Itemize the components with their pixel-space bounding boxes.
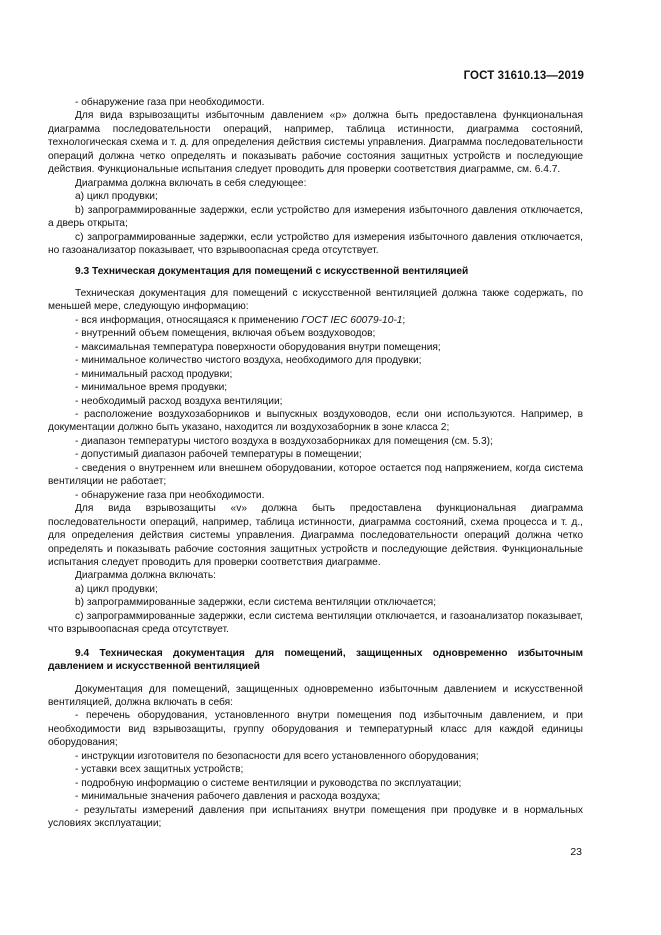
paragraph: Для вида взрывозащиты «v» должна быть предоставлена функциональная диаграмма последовательности операций, например, таблица истинности, диаграмма состояний, схема процесса и т. д., для определения действия системы управления. Диаграмма последовательности операций должна четко определять и показывать рабочие состояния защитных устройств и последующие действия. Функциональные испытания следует проводить для проверки соответствия диаграмме.: [48, 503, 583, 568]
list-item-text: ;: [402, 314, 406, 326]
list-item: - уставки всех защитных устройств;: [75, 764, 244, 776]
paragraph: Диаграмма должна включать в себя следующее:: [75, 177, 307, 189]
section-heading-9-4: 9.4 Техническая документация для помещений, защищенных одновременно избыточным давлением и искусственной вентиляцией: [48, 647, 583, 673]
list-item: - минимальные значения рабочего давления и расхода воздуха;: [75, 791, 381, 803]
list-item: c) запрограммированные задержки, если устройство для измерения избыточного давления отключается, но газоанализатор показывает, что взрывоопасная среда отсутствует.: [48, 231, 583, 256]
list-item: - расположение воздухозаборников и выпускных воздуховодов, если они используются. Например, в документации должно быть указано, находится ли воздухозаборник в зоне класса 2;: [48, 408, 583, 434]
list-item: - подробную информацию о системе вентиляции и руководства по эксплуатации;: [75, 777, 462, 789]
list-item: b) запрограммированные задержки, если устройство для измерения избыточного давления отключается, а дверь открыта;: [48, 204, 583, 230]
list-item: - минимальное время продувки;: [75, 382, 228, 394]
list-item: - инструкции изготовителя по безопасности для всего установленного оборудования;: [75, 750, 479, 762]
list-item: a) цикл продувки;: [75, 583, 158, 595]
list-item: c) запрограммированные задержки, если система вентиляции отключается, и газоанализатор показывает, что взрывоопасная среда отсутствует.: [48, 610, 583, 636]
list-item: - диапазон температуры чистого воздуха в воздухозаборниках для помещения (см. 5.3);: [75, 435, 493, 447]
list-item: - максимальная температура поверхности оборудования внутри помещения;: [75, 341, 441, 353]
list-item: - минимальный расход продувки;: [75, 368, 233, 380]
list-item: - внутренний объем помещения, включая объем воздуховодов;: [75, 328, 376, 340]
list-item: - допустимый диапазон рабочей температуры в помещении;: [75, 449, 362, 461]
paragraph: Диаграмма должна включать:: [75, 570, 216, 582]
list-item: - минимальное количество чистого воздуха, необходимого для продувки;: [75, 355, 422, 367]
paragraph: Для вида взрывозащиты избыточным давлением «р» должна быть предоставлена функциональная диаграмма последовательности операций, например, таблица истинности, диаграмма состояний, технологическая схема и т. д. для определения действия системы управления. Диаграмма последовательности операций должна четко определять и показывать рабочие состояния защитных устройств и последующие действия. Функциональные испытания следует проводить для проверки соответствия диаграмме, см. 6.4.7.: [48, 110, 583, 176]
list-item: - результаты измерений давления при испытаниях внутри помещения при продувке и в нормальных условиях эксплуатации;: [48, 804, 583, 830]
list-item-text: - вся информация, относящаяся к применению: [75, 314, 302, 326]
section-heading-9-3: 9.3 Техническая документация для помещений с искусственной вентиляцией: [75, 266, 469, 278]
list-item: - обнаружение газа при необходимости.: [75, 489, 265, 501]
page-number: 23: [570, 846, 582, 858]
list-item: a) цикл продувки;: [75, 191, 158, 203]
list-item: b) запрограммированные задержки, если система вентиляции отключается;: [75, 597, 437, 609]
paragraph: Документация для помещений, защищенных одновременно избыточным давлением и искусственной вентиляцией, должна включать в себя:: [48, 683, 583, 709]
paragraph: - обнаружение газа при необходимости.: [75, 97, 265, 108]
page-header-doc-code: ГОСТ 31610.13—2019: [463, 70, 584, 82]
list-item: - сведения о внутреннем или внешнем оборудовании, которое остается под напряжением, когда система вентиляции не работает;: [48, 462, 583, 488]
list-item: [48, 314, 583, 327]
document-body: [48, 96, 583, 831]
standard-reference: ГОСТ IEC 60079-10-1: [301, 314, 403, 326]
paragraph: Техническая документация для помещений с искусственной вентиляцией должна также содержать, по меньшей мере, следующую информацию:: [48, 287, 583, 313]
list-item: - перечень оборудования, установленного внутри помещения под избыточным давлением, и при необходимости вид взрывозащиты, группу оборудования и температурный класс для каждой единицы оборудования;: [48, 710, 583, 749]
list-item: - необходимый расход воздуха вентиляции;: [75, 395, 283, 407]
